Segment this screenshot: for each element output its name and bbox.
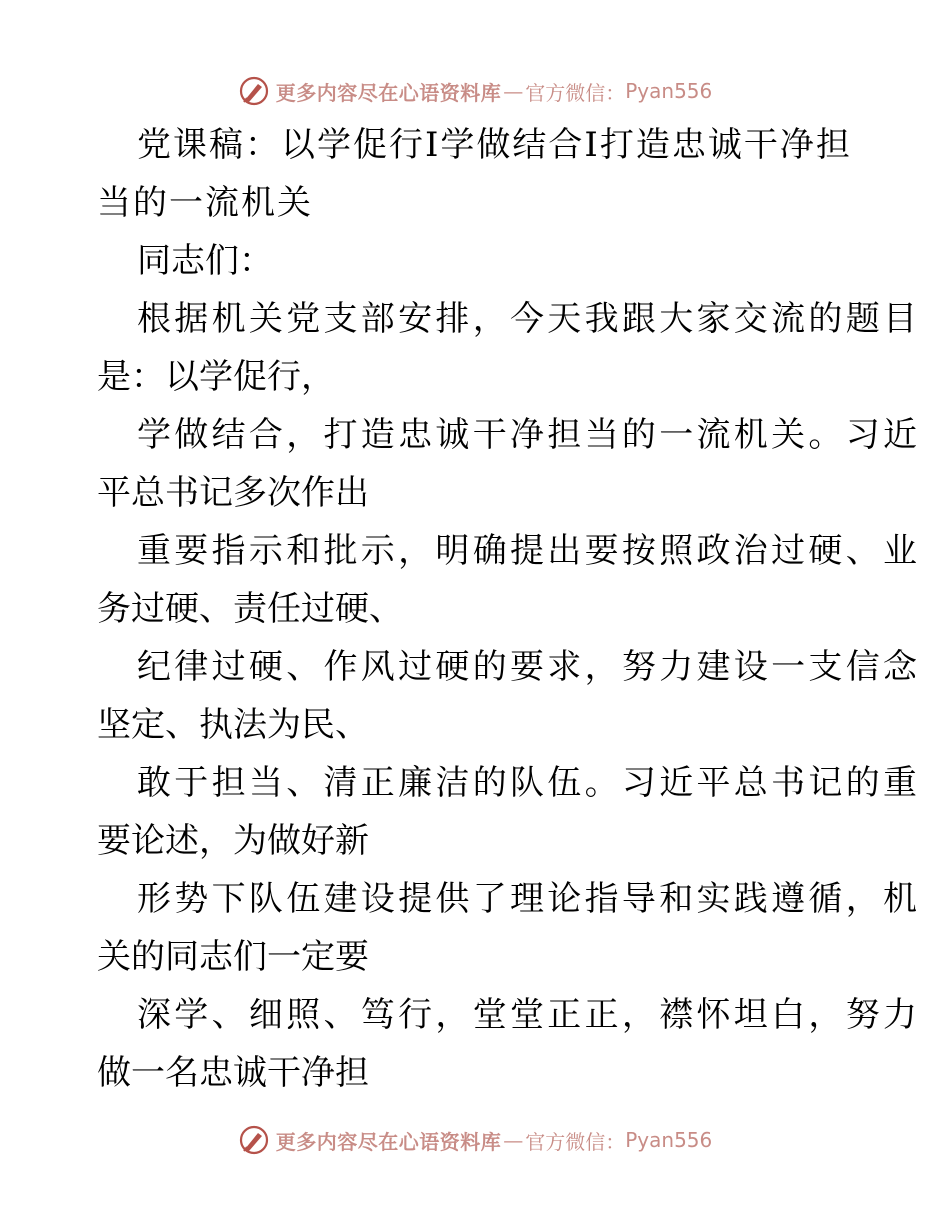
- paragraph-line: 是：以学促行，: [97, 357, 335, 397]
- paragraph-line: 坚定、执法为民、: [97, 705, 369, 745]
- pen-logo-icon: [238, 1124, 270, 1156]
- watermark-dash: —: [503, 79, 524, 103]
- paragraph-line: 纪律过硬、作风过硬的要求，努力建设一支信念: [137, 647, 921, 687]
- watermark-main-text: 更多内容尽在心语资料库: [275, 80, 502, 105]
- document-title-line-1: 党课稿：以学促行Ⅰ学做结合Ⅰ打造忠诚干净担: [137, 125, 852, 165]
- paragraph-line: 关的同志们一定要: [97, 937, 369, 977]
- header-watermark: [0, 71, 950, 111]
- watermark-wechat-label: 官方微信：: [525, 1129, 626, 1154]
- paragraph-line: 务过硬、责任过硬、: [97, 589, 403, 629]
- paragraph-line: 要论述，为做好新: [97, 821, 369, 861]
- document-body: [97, 116, 921, 1102]
- paragraph-line: 形势下队伍建设提供了理论指导和实践遵循，机: [137, 879, 921, 919]
- paragraph-line: 根据机关党支部安排，今天我跟大家交流的题目: [137, 299, 921, 339]
- paragraph-line: 做一名忠诚干净担: [97, 1053, 369, 1093]
- pen-logo-icon: [238, 75, 270, 107]
- paragraph-line: 重要指示和批示，明确提出要按照政治过硬、业: [137, 531, 921, 571]
- watermark-dash: —: [503, 1128, 524, 1152]
- paragraph-line: 学做结合，打造忠诚干净担当的一流机关。习近: [137, 415, 921, 455]
- paragraph-line: 敢于担当、清正廉洁的队伍。习近平总书记的重: [137, 763, 921, 803]
- watermark-main-text: 更多内容尽在心语资料库: [275, 1129, 502, 1154]
- watermark-wechat-id: Pyan556: [625, 1128, 713, 1152]
- paragraph-line: 平总书记多次作出: [97, 473, 369, 513]
- document-title-line-2: 当的一流机关: [97, 183, 313, 223]
- watermark-wechat-id: Pyan556: [625, 79, 713, 103]
- paragraph-line: 深学、细照、笃行，堂堂正正，襟怀坦白，努力: [137, 995, 921, 1035]
- salutation: 同志们：: [137, 241, 273, 281]
- watermark-wechat-label: 官方微信：: [525, 80, 626, 105]
- footer-watermark: [0, 1120, 950, 1160]
